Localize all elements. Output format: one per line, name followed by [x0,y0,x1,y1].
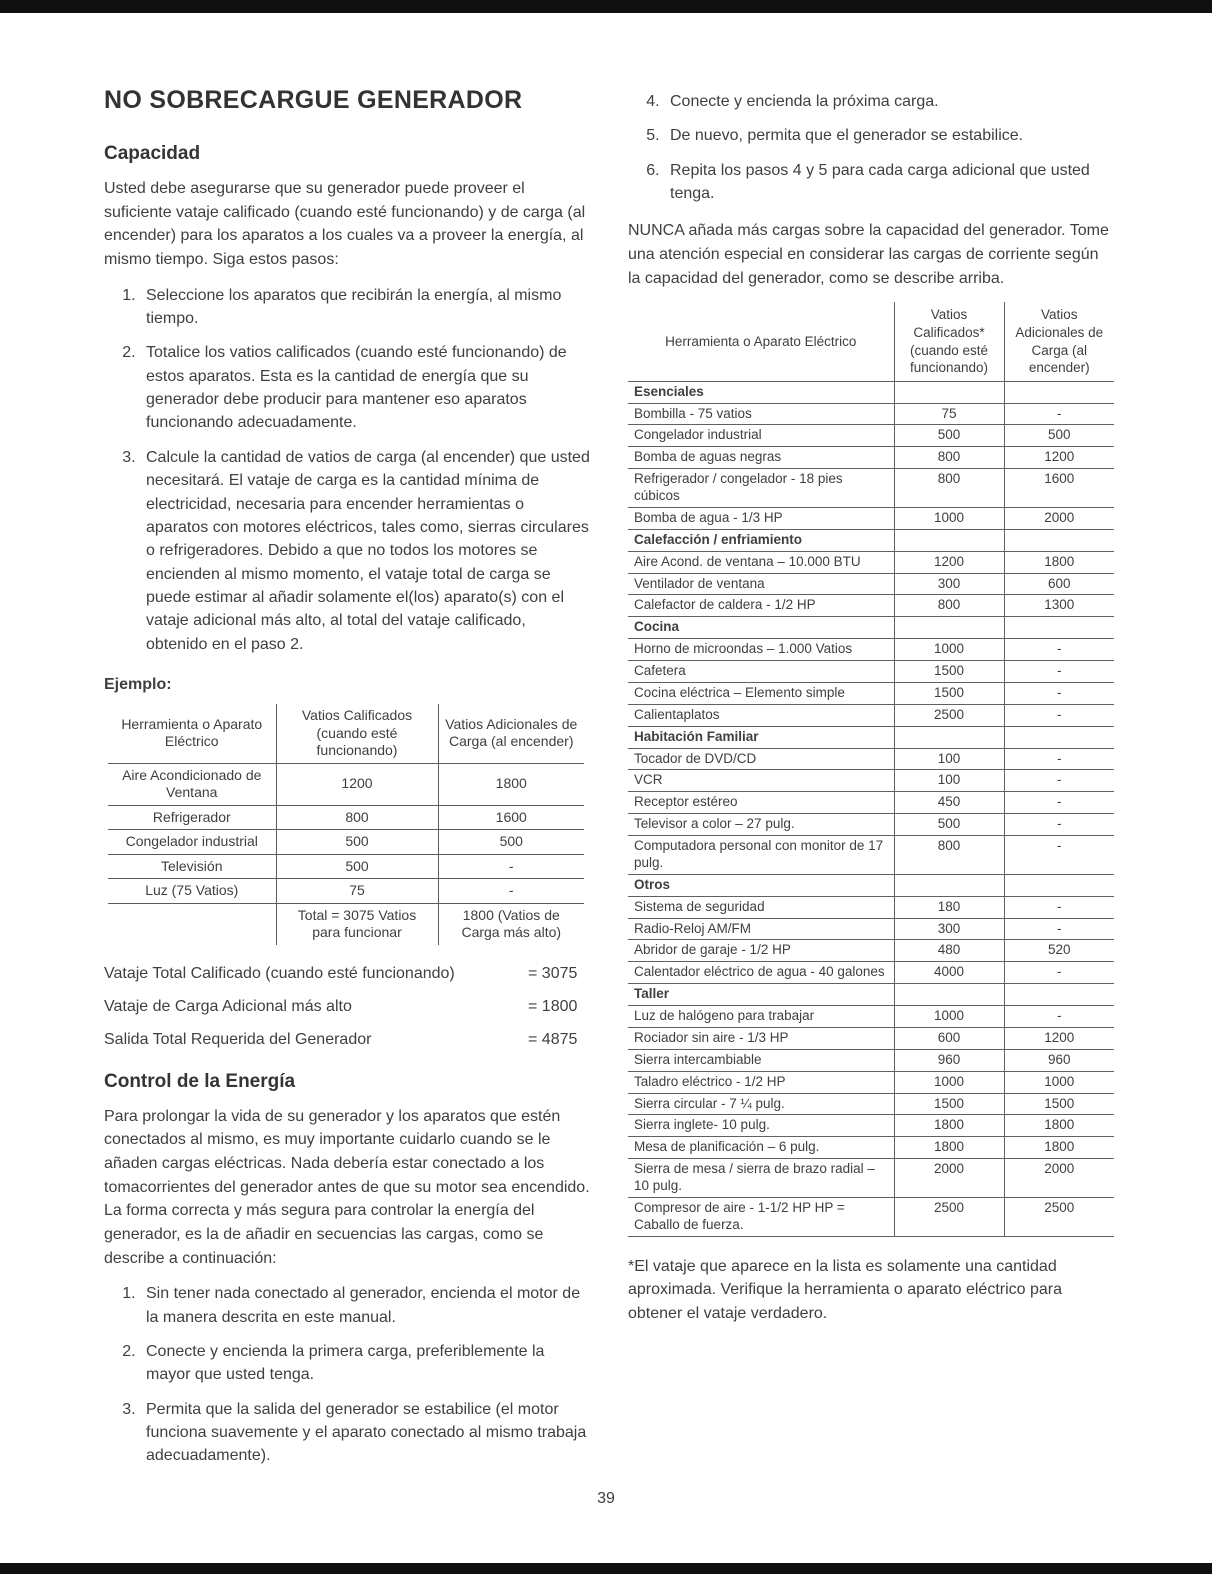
summary-line [104,998,590,1016]
ejemplo-cell: - [438,879,584,904]
section-row [628,984,1114,1006]
top-border-bar [0,0,1212,13]
surge-watts-value: - [1004,704,1114,726]
page-number: 39 [597,1490,615,1507]
surge-watts-value: 1200 [1004,447,1114,469]
appliance-row [628,1137,1114,1159]
control-step: 1. Sin tener nada conectado al generador, encienda el motor de la manera descrita en este manual. [140,1282,590,1329]
section-title: Calefacción / enfriamiento [628,529,894,551]
section-spacer [1004,529,1114,551]
surge-watts-value: - [1004,748,1114,770]
appliance-name: Receptor estéreo [628,792,894,814]
running-watts-value: 300 [894,573,1004,595]
surge-watts-value: 2000 [1004,1159,1114,1198]
summary-label: Vataje Total Calificado (cuando esté funcionando) [104,964,455,982]
running-watts-value: 1800 [894,1137,1004,1159]
summary-value: = 3075 [528,964,578,982]
appliance-row [628,573,1114,595]
appliance-row [628,918,1114,940]
appliance-name: Calentador eléctrico de agua - 40 galones [628,962,894,984]
appliance-row [628,836,1114,875]
running-watts-value: 100 [894,770,1004,792]
appliance-name: Taladro eléctrico - 1/2 HP [628,1071,894,1093]
running-watts-value: 450 [894,792,1004,814]
appliance-row [628,1115,1114,1137]
sequence-step: 4. Conecte y encienda la próxima carga. [664,90,1114,113]
section-spacer [894,874,1004,896]
ejemplo-header-cell: Vatios Calificados (cuando esté funcionando) [276,704,438,763]
running-watts-value: 180 [894,896,1004,918]
appliance-row [628,1093,1114,1115]
ejemplo-totals-cell: 1800 (Vatios de Carga más alto) [438,903,584,945]
appliance-row [628,792,1114,814]
ejemplo-cell: 500 [276,854,438,879]
surge-watts-value: 1200 [1004,1027,1114,1049]
section-spacer [894,617,1004,639]
section-spacer [1004,984,1114,1006]
running-watts-value: 1800 [894,1115,1004,1137]
appliance-name: Calefactor de caldera - 1/2 HP [628,595,894,617]
surge-watts-value: 960 [1004,1049,1114,1071]
section-title: Otros [628,874,894,896]
surge-watts-value: 1500 [1004,1093,1114,1115]
wattage-footnote: *El vataje que aparece en la lista es solamente una cantidad aproximada. Verifique la herramienta o aparato eléctrico para obtener el vataje verdadero. [628,1257,1063,1322]
appliance-wattage-table [628,302,1114,1236]
capacidad-step: 2. Totalice los vatios calificados (cuando esté funcionando) de estos aparatos. Esta es la cantidad de energía que su generador debe producir para mantener eso aparatos funcionando adecuadamente. [140,341,590,434]
page-content [104,86,1112,1482]
running-watts-value: 2500 [894,1197,1004,1236]
surge-watts-value: - [1004,661,1114,683]
summary-line [104,1031,590,1049]
main-table-header-cell: Herramienta o Aparato Eléctrico [628,302,894,381]
running-watts-value: 500 [894,814,1004,836]
appliance-row [628,962,1114,984]
section-row [628,529,1114,551]
section-spacer [1004,381,1114,403]
appliance-name: Tocador de DVD/CD [628,748,894,770]
appliance-name: Abridor de garaje - 1/2 HP [628,940,894,962]
sequence-step: 5. De nuevo, permita que el generador se estabilice. [664,124,1114,147]
summary-label: Vataje de Carga Adicional más alto [104,997,352,1015]
section-spacer [1004,617,1114,639]
surge-watts-value: 2000 [1004,507,1114,529]
surge-watts-value: - [1004,836,1114,875]
surge-watts-value: 1600 [1004,469,1114,508]
appliance-name: Mesa de planificación – 6 pulg. [628,1137,894,1159]
running-watts-value: 800 [894,836,1004,875]
appliance-row [628,748,1114,770]
running-watts-value: 1200 [894,551,1004,573]
wattage-summary [104,965,590,1049]
section-spacer [894,984,1004,1006]
ejemplo-cell: 1800 [438,763,584,805]
appliance-name: Aire Acond. de ventana – 10.000 BTU [628,551,894,573]
section-row [628,726,1114,748]
ejemplo-row [108,854,584,879]
sequence-steps-continued [628,90,1114,205]
capacidad-step: 3. Calcule la cantidad de vatios de carga (al encender) que usted necesitará. El vataje de carga es la cantidad mínima de electricidad, necesaria para encender herramientas o aparatos con motores eléctricos, tales como, sierras circulares o refrigeradores. Debido a que no todos los motores se encienden al mismo momento, el vataje total de carga se puede estimar al añadir solamente el(los) aparato(s) con el vataje adicional más alto, al total del vataje calificado, obtenido en el paso 2. [140,446,590,656]
appliance-name: Compresor de aire - 1-1/2 HP HP = Caballo de fuerza. [628,1197,894,1236]
appliance-name: Refrigerador / congelador - 18 pies cúbicos [628,469,894,508]
running-watts-value: 1500 [894,1093,1004,1115]
control-heading: Control de la Energía [104,1070,296,1092]
left-column [104,86,590,1482]
appliance-row [628,661,1114,683]
running-watts-value: 1500 [894,661,1004,683]
surge-watts-value: - [1004,792,1114,814]
running-watts-value: 1500 [894,682,1004,704]
ejemplo-totals-cell: Total = 3075 Vatios para funcionar [276,903,438,945]
appliance-name: Congelador industrial [628,425,894,447]
section-title: Esenciales [628,381,894,403]
ejemplo-row [108,805,584,830]
running-watts-value: 100 [894,748,1004,770]
appliance-row [628,469,1114,508]
appliance-name: Computadora personal con monitor de 17 pulg. [628,836,894,875]
appliance-row [628,595,1114,617]
surge-watts-value: - [1004,962,1114,984]
surge-watts-value: - [1004,1006,1114,1028]
capacidad-step: 1. Seleccione los aparatos que recibirán la energía, al mismo tiempo. [140,284,590,331]
appliance-name: VCR [628,770,894,792]
page-title: NO SOBRECARGUE GENERADOR [104,86,523,114]
appliance-name: Bombilla - 75 vatios [628,403,894,425]
ejemplo-row [108,879,584,904]
ejemplo-label: Ejemplo: [104,676,172,694]
capacidad-intro: Usted debe asegurarse que su generador puede proveer el suficiente vataje calificado (cuando esté funcionando) y de carga (al encender) para los aparatos a los cuales va a proveer la energía, al mismo tiempo. Siga estos pasos: [104,180,586,269]
section-spacer [1004,874,1114,896]
surge-watts-value: 1300 [1004,595,1114,617]
summary-line [104,965,590,983]
main-table-header-row [628,302,1114,381]
appliance-row [628,814,1114,836]
appliance-name: Sierra inglete- 10 pulg. [628,1115,894,1137]
ejemplo-header-row [108,704,584,763]
surge-watts-value: - [1004,403,1114,425]
ejemplo-header-cell: Herramienta o Aparato Eléctrico [108,704,276,763]
appliance-name: Sierra circular - 7 ¼ pulg. [628,1093,894,1115]
summary-value: = 1800 [528,997,578,1015]
ejemplo-cell: - [438,854,584,879]
bottom-border-bar [0,1563,1212,1574]
surge-watts-value: - [1004,814,1114,836]
appliance-row [628,447,1114,469]
running-watts-value: 2500 [894,704,1004,726]
running-watts-value: 2000 [894,1159,1004,1198]
main-table-header-cell: Vatios Calificados* (cuando esté funcionando) [894,302,1004,381]
appliance-name: Rociador sin aire - 1/3 HP [628,1027,894,1049]
appliance-name: Horno de microondas – 1.000 Vatios [628,639,894,661]
appliance-name: Cocina eléctrica – Elemento simple [628,682,894,704]
running-watts-value: 1000 [894,1071,1004,1093]
running-watts-value: 800 [894,595,1004,617]
surge-watts-value: - [1004,770,1114,792]
appliance-name: Sierra intercambiable [628,1049,894,1071]
right-column [628,86,1114,1482]
appliance-row [628,1197,1114,1236]
appliance-name: Luz de halógeno para trabajar [628,1006,894,1028]
ejemplo-totals-cell [108,903,276,945]
appliance-row [628,896,1114,918]
section-spacer [1004,726,1114,748]
appliance-name: Radio-Reloj AM/FM [628,918,894,940]
appliance-name: Cafetera [628,661,894,683]
surge-watts-value: - [1004,918,1114,940]
running-watts-value: 1000 [894,639,1004,661]
appliance-row [628,1049,1114,1071]
ejemplo-cell: 75 [276,879,438,904]
running-watts-value: 480 [894,940,1004,962]
summary-label: Salida Total Requerida del Generador [104,1030,372,1048]
nunca-warning-paragraph: NUNCA añada más cargas sobre la capacidad del generador. Tome una atención especial en considerar las cargas de corriente según la capacidad del generador, como se describe arriba. [628,222,1109,287]
surge-watts-value: 2500 [1004,1197,1114,1236]
appliance-name: Bomba de agua - 1/3 HP [628,507,894,529]
appliance-name: Sistema de seguridad [628,896,894,918]
running-watts-value: 800 [894,469,1004,508]
control-step: 2. Conecte y encienda la primera carga, preferiblemente la mayor que usted tenga. [140,1340,590,1387]
appliance-row [628,704,1114,726]
section-title: Cocina [628,617,894,639]
capacidad-heading: Capacidad [104,143,201,164]
ejemplo-table [108,704,584,945]
main-table-header-cell: Vatios Adicionales de Carga (al encender) [1004,302,1114,381]
appliance-name: Televisor a color – 27 pulg. [628,814,894,836]
ejemplo-row [108,830,584,855]
running-watts-value: 960 [894,1049,1004,1071]
surge-watts-value: - [1004,682,1114,704]
section-row [628,874,1114,896]
running-watts-value: 600 [894,1027,1004,1049]
appliance-name: Sierra de mesa / sierra de brazo radial – 10 pulg. [628,1159,894,1198]
appliance-row [628,940,1114,962]
appliance-row [628,551,1114,573]
ejemplo-cell: Congelador industrial [108,830,276,855]
ejemplo-cell: 1200 [276,763,438,805]
ejemplo-totals-row [108,903,584,945]
section-row [628,617,1114,639]
appliance-row [628,1027,1114,1049]
control-intro: Para prolongar la vida de su generador y los aparatos que estén conectados al mismo, es muy importante cuidarlo cuando se le añaden cargas eléctricas. Nada debería estar conectado a los tomacorrientes del generador antes de que su motor sea encendido. La forma correcta y más segura para controlar la energía del generador, es la de añadir en secuencias las cargas, como se describe a continuación: [104,1107,590,1267]
ejemplo-cell: Aire Acondicionado de Ventana [108,763,276,805]
running-watts-value: 500 [894,425,1004,447]
ejemplo-header-cell: Vatios Adicionales de Carga (al encender) [438,704,584,763]
ejemplo-row [108,763,584,805]
appliance-name: Bomba de aguas negras [628,447,894,469]
running-watts-value: 4000 [894,962,1004,984]
surge-watts-value: 1800 [1004,1137,1114,1159]
section-spacer [894,529,1004,551]
surge-watts-value: 1000 [1004,1071,1114,1093]
appliance-row [628,403,1114,425]
appliance-row [628,770,1114,792]
appliance-row [628,1071,1114,1093]
surge-watts-value: 600 [1004,573,1114,595]
surge-watts-value: 520 [1004,940,1114,962]
section-row [628,381,1114,403]
running-watts-value: 300 [894,918,1004,940]
control-steps-list [104,1282,590,1468]
running-watts-value: 1000 [894,1006,1004,1028]
running-watts-value: 1000 [894,507,1004,529]
ejemplo-cell: Refrigerador [108,805,276,830]
sequence-step: 6. Repita los pasos 4 y 5 para cada carga adicional que usted tenga. [664,159,1114,206]
ejemplo-cell: Televisión [108,854,276,879]
ejemplo-cell: Luz (75 Vatios) [108,879,276,904]
surge-watts-value: - [1004,639,1114,661]
ejemplo-cell: 500 [276,830,438,855]
appliance-row [628,682,1114,704]
appliance-name: Ventilador de ventana [628,573,894,595]
appliance-row [628,507,1114,529]
ejemplo-cell: 800 [276,805,438,830]
running-watts-value: 800 [894,447,1004,469]
control-step: 3. Permita que la salida del generador se estabilice (el motor funciona suavemente y el aparato conectado al mismo trabaja adecuadamente). [140,1398,590,1468]
section-title: Habitación Familiar [628,726,894,748]
surge-watts-value: - [1004,896,1114,918]
capacidad-steps-list [104,284,590,656]
appliance-row [628,1159,1114,1198]
surge-watts-value: 500 [1004,425,1114,447]
summary-value: = 4875 [528,1030,578,1048]
ejemplo-cell: 500 [438,830,584,855]
surge-watts-value: 1800 [1004,1115,1114,1137]
running-watts-value: 75 [894,403,1004,425]
appliance-row [628,639,1114,661]
section-title: Taller [628,984,894,1006]
appliance-row [628,1006,1114,1028]
surge-watts-value: 1800 [1004,551,1114,573]
ejemplo-cell: 1600 [438,805,584,830]
section-spacer [894,726,1004,748]
appliance-row [628,425,1114,447]
section-spacer [894,381,1004,403]
appliance-name: Calientaplatos [628,704,894,726]
